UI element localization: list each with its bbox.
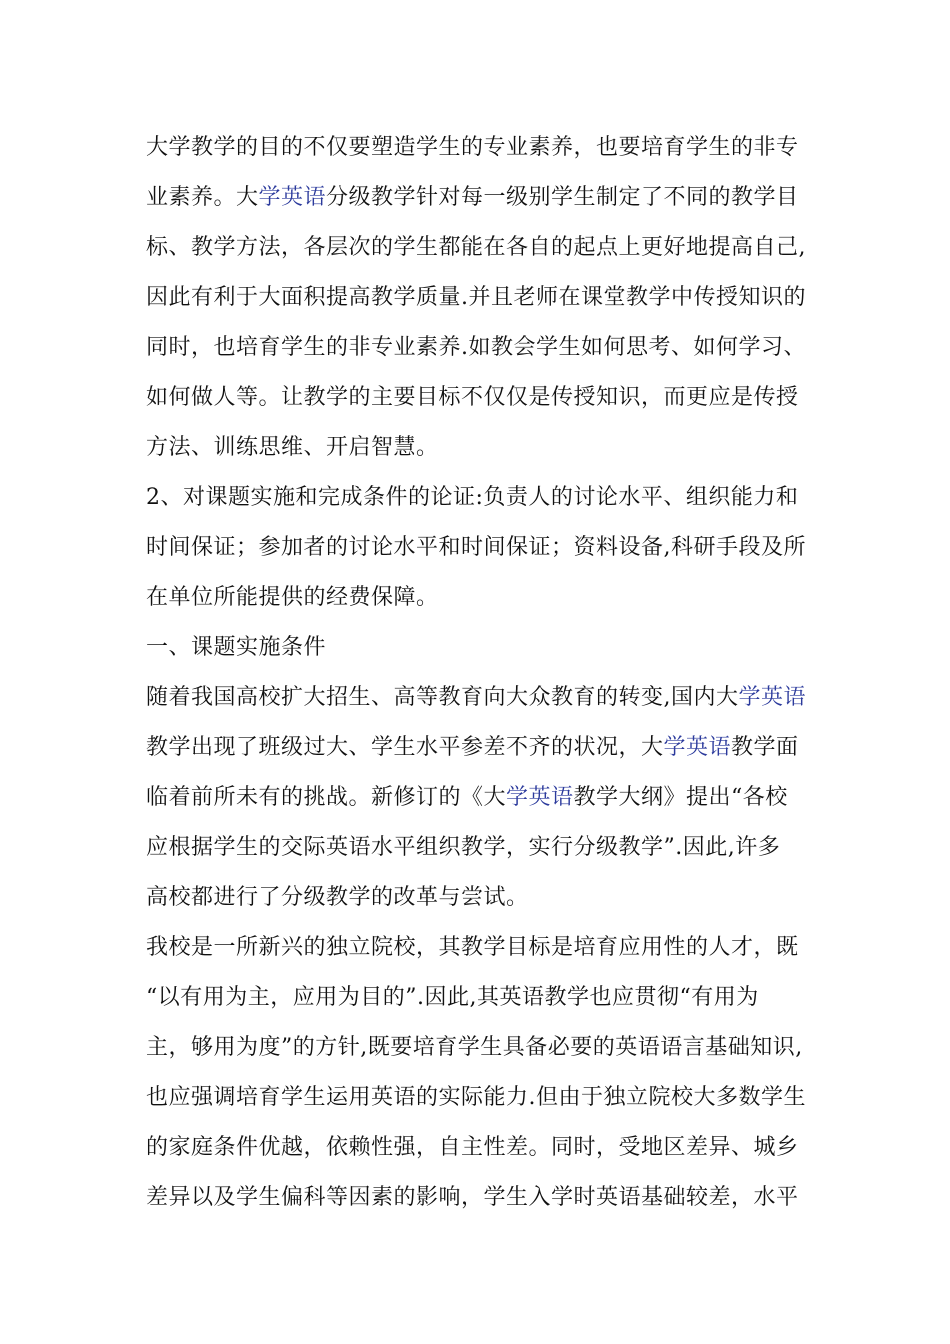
text-run: 如何做人等。让教学的主要目标不仅仅是传授知识，而更应是传授: [146, 385, 799, 410]
text-run: 标、教学方法，各层次的学生都能在各自的起点上更好地提高自己,: [146, 235, 806, 260]
text-run: 一、课题实施条件: [146, 635, 327, 660]
text-line: [146, 678, 826, 718]
text-run: 临着前所未有的挑战。新修订的《大: [146, 785, 507, 810]
text-run: 2、对课题实施和完成条件的论证:负责人的讨论水平、组织能力和: [146, 485, 799, 510]
text-run: 应根据学生的交际英语水平组织教学，实行分级教学”.因此,许多: [146, 835, 781, 860]
text-line: [146, 1078, 826, 1118]
text-line: [146, 578, 826, 618]
section-heading: [146, 628, 826, 668]
text-line: [146, 428, 826, 468]
text-run: “以有用为主，应用为目的”.因此,其英语教学也应贯彻“有用为: [146, 985, 759, 1010]
link-text[interactable]: 学英语: [663, 735, 732, 760]
text-line: [146, 378, 826, 418]
text-line: [146, 478, 826, 518]
text-run: 同时，也培育学生的非专业素养.如教会学生如何思考、如何学习、: [146, 335, 806, 360]
text-run: 主，够用为度”的方针,既要培育学生具备必要的英语语言基础知识,: [146, 1035, 803, 1060]
text-run: 大学教学的目的不仅要塑造学生的专业素养，也要培育学生的非专: [146, 135, 799, 160]
link-text[interactable]: 学英语: [738, 685, 807, 710]
text-run: 在单位所能提供的经费保障。: [146, 585, 439, 610]
text-line: [146, 878, 826, 918]
text-run: 教学大纲》提出“各校: [573, 785, 788, 810]
text-run: 教学出现了班级过大、学生水平参差不齐的状况，大: [146, 735, 664, 760]
text-run: 业素养。大: [146, 185, 259, 210]
text-line: [146, 528, 826, 568]
text-line: [146, 178, 826, 218]
text-line: [146, 278, 826, 318]
text-line: [146, 828, 826, 868]
text-run: 的家庭条件优越，依赖性强，自主性差。同时，受地区差异、城乡: [146, 1135, 799, 1160]
text-line: [146, 1128, 826, 1168]
text-run: 因此有利于大面积提高教学质量.并且老师在课堂教学中传授知识的: [146, 285, 806, 310]
text-run: 高校都进行了分级教学的改革与尝试。: [146, 885, 529, 910]
text-run: 我校是一所新兴的独立院校，其教学目标是培育应用性的人才，既: [146, 935, 799, 960]
text-line: [146, 128, 826, 168]
text-run: 随着我国高校扩大招生、高等教育向大众教育的转变,国内大: [146, 685, 739, 710]
text-line: [146, 228, 826, 268]
link-text[interactable]: 学英语: [506, 785, 574, 810]
text-line: [146, 978, 826, 1018]
link-text[interactable]: 学英语: [258, 185, 327, 210]
text-line: [146, 1028, 826, 1068]
text-line: [146, 1178, 826, 1218]
text-line: [146, 328, 826, 368]
text-line: [146, 728, 826, 768]
text-run: 教学面: [731, 735, 799, 760]
text-line: [146, 928, 826, 968]
text-run: 方法、训练思维、开启智慧。: [146, 435, 439, 460]
text-run: 也应强调培育学生运用英语的实际能力.但由于独立院校大多数学生: [146, 1085, 806, 1110]
text-run: 分级教学针对每一级别学生制定了不同的教学目: [326, 185, 799, 210]
text-run: 差异以及学生偏科等因素的影响，学生入学时英语基础较差，水平: [146, 1185, 799, 1210]
text-line: [146, 778, 826, 818]
text-run: 时间保证；参加者的讨论水平和时间保证；资料设备,科研手段及所: [146, 535, 806, 560]
